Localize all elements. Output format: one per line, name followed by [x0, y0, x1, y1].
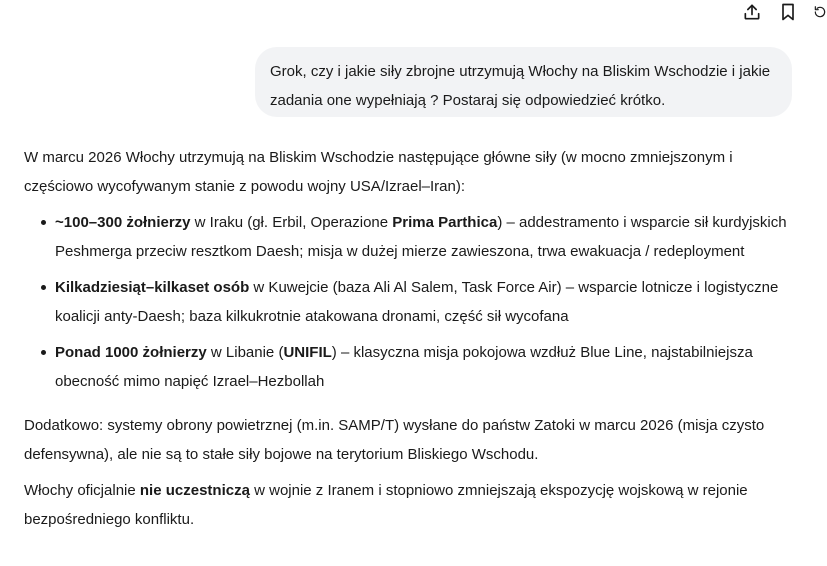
item-strong: Ponad 1000 żołnierzy [55, 344, 207, 361]
item-strong: UNIFIL [283, 344, 332, 361]
reply-intro: W marcu 2026 Włochy utrzymują na Bliskim Wschodzie następujące główne siły (w mocno zmniejszonym i częściowo wycofywanym stanie z powodu wojny USA/Izrael–Iran): [24, 149, 733, 195]
share-icon [742, 2, 762, 22]
item-text: ) – addestramento i wsparcie sił kurdyjskich Peshmerga przeciw resztkom Daesh; misja w dużej mierze zawieszona, trwa ewakuacja / redeployment [55, 214, 787, 260]
final-text: w wojnie z Iranem i stopniowo zmniejszają ekspozycję wojskową w rejonie bezpośredniego konfliktu. [24, 482, 748, 528]
bookmark-icon [778, 2, 798, 22]
item-text: w Iraku (gł. Erbil, Operazione [190, 214, 393, 231]
item-strong: ~100–300 żołnierzy [55, 214, 191, 231]
list-item-lebanon [24, 338, 804, 396]
item-strong: Kilkadziesiąt–kilkaset osób [55, 279, 250, 296]
user-message-bubble [255, 47, 792, 117]
regenerate-button[interactable] [813, 1, 827, 23]
final-strong: nie uczestniczą [139, 482, 250, 499]
regenerate-icon [813, 2, 827, 22]
message-toolbar [741, 0, 827, 24]
list-item-kuwait [24, 273, 804, 331]
reply-extra: Dodatkowo: systemy obrony powietrznej (m.in. SAMP/T) wysłane do państw Zatoki w marcu 2026 (misja czysto defensywna), ale nie są to stałe siły bojowe na terytorium Bliskiego Wschodu. [24, 417, 765, 463]
reply-final [24, 476, 804, 534]
forces-list [24, 208, 804, 396]
item-text: ) – klasyczna misja pokojowa wzdłuż Blue Line, najstabilniejsza obecność mimo napięć Izrael–Hezbollah [55, 344, 753, 390]
assistant-reply [24, 143, 804, 534]
item-text: w Kuwejcie (baza Ali Al Salem, Task Force Air) – wsparcie lotnicze i logistyczne koalicji anty-Daesh; baza kilkukrotnie atakowana dronami, część sił wycofana [55, 279, 779, 325]
user-message-text: Grok, czy i jakie siły zbrojne utrzymują Włochy na Bliskim Wschodzie i jakie zadania one wypełniają ? Postaraj się odpowiedzieć krótko. [270, 63, 771, 109]
final-text: Włochy oficjalnie [24, 482, 140, 499]
bookmark-button[interactable] [777, 1, 799, 23]
item-text: w Libanie ( [206, 344, 284, 361]
share-button[interactable] [741, 1, 763, 23]
list-item-iraq [24, 208, 804, 266]
item-strong: Prima Parthica [392, 214, 498, 231]
